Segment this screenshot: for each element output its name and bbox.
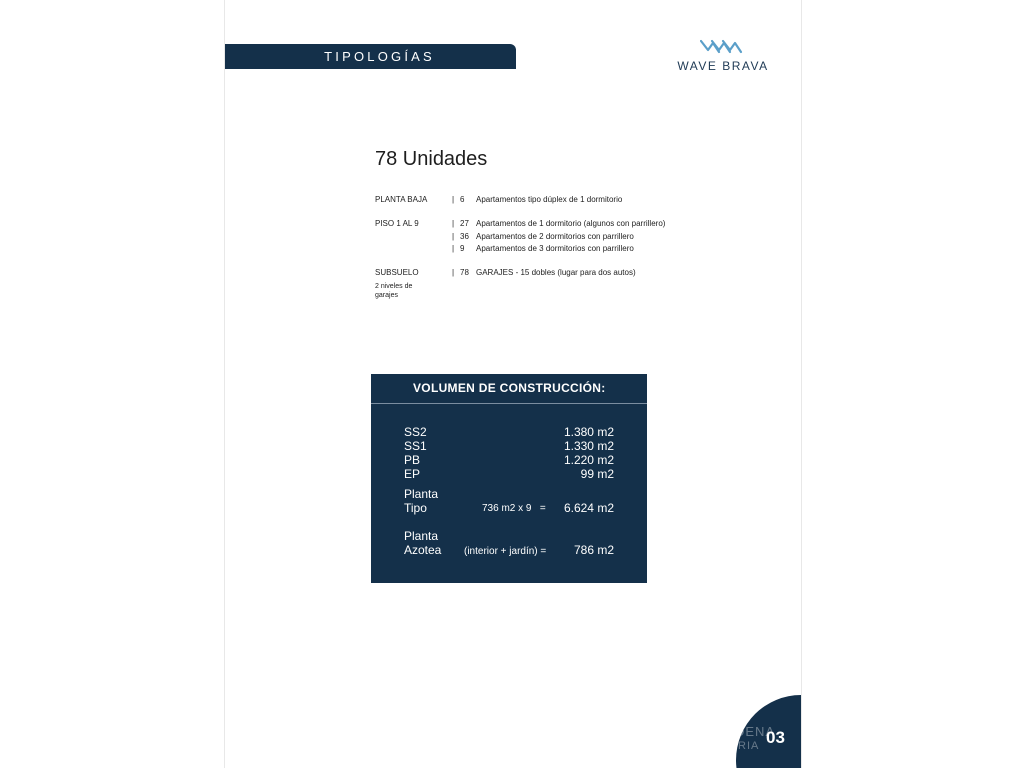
faded-background-text: RIA: [738, 740, 760, 752]
unit-category-note: 2 niveles de garajes: [375, 282, 413, 299]
unit-quantity: 9: [460, 244, 465, 253]
units-title: 78 Unidades: [375, 148, 488, 170]
unit-description: Apartamentos de 1 dormitorio (algunos con parrillero): [476, 219, 666, 228]
volume-label: SS1: [404, 439, 427, 453]
unit-category: SUBSUELO: [375, 268, 419, 277]
volume-value: 99 m2: [580, 467, 614, 481]
volume-value: 1.220 m2: [563, 453, 614, 467]
brochure-page: [224, 0, 802, 768]
unit-group-piso: [375, 219, 715, 257]
volume-calc-expr: (interior + jardín): [464, 546, 538, 557]
volume-label-line2: Tipo: [404, 501, 427, 515]
volume-label: EP: [404, 467, 421, 481]
unit-row: [375, 219, 715, 232]
unit-row: [375, 268, 715, 281]
unit-group-planta-baja: [375, 195, 715, 208]
unit-group-subsuelo: [375, 268, 715, 300]
unit-row: [375, 232, 715, 245]
unit-category: PLANTA BAJA: [375, 195, 428, 204]
unit-description: Apartamentos tipo dúplex de 1 dormitorio: [476, 195, 623, 204]
separator: |: [452, 244, 455, 253]
unit-description: Apartamentos de 2 dormitorios con parrillero: [476, 231, 634, 241]
volume-calc-equals: =: [540, 546, 547, 557]
volume-value: 6.624 m2: [563, 501, 614, 515]
unit-description: GARAJES - 15 dobles (lugar para dos autos): [476, 268, 636, 277]
section-title-tab: [225, 44, 516, 69]
volume-label: Planta: [404, 529, 439, 543]
separator: |: [452, 219, 455, 228]
brand-logo: [673, 38, 773, 80]
separator: |: [452, 268, 455, 277]
construction-volume-box: [371, 374, 647, 583]
faded-background-text: DENA: [735, 724, 776, 739]
volume-label-line2: Azotea: [404, 543, 442, 557]
volume-value: 1.330 m2: [563, 439, 614, 453]
unit-quantity: 36: [460, 231, 469, 241]
volume-calc-expr: 736 m2 x 9: [482, 503, 532, 514]
unit-row: [375, 195, 715, 208]
unit-category: PISO 1 AL 9: [375, 219, 419, 228]
section-title: TIPOLOGÍAS: [324, 49, 435, 64]
unit-description: Apartamentos de 3 dormitorios con parrillero: [476, 244, 634, 253]
volume-label: Planta: [404, 487, 439, 501]
separator: |: [452, 231, 455, 241]
volume-title: VOLUMEN DE CONSTRUCCIÓN:: [371, 374, 647, 404]
volume-value: 786 m2: [573, 543, 614, 557]
unit-quantity: 27: [460, 219, 469, 228]
volume-calc: [482, 503, 546, 514]
brand-name: WAVE BRAVA: [677, 59, 769, 73]
volume-value: 1.380 m2: [563, 425, 614, 439]
page-number: 03: [766, 728, 785, 747]
wave-logo-icon: [700, 38, 746, 56]
volume-label: SS2: [404, 425, 427, 439]
volume-label: PB: [404, 453, 421, 467]
unit-row: [375, 244, 715, 257]
volume-calc-equals: =: [539, 503, 546, 514]
unit-quantity: 78: [460, 268, 469, 277]
unit-quantity: 6: [460, 195, 465, 204]
separator: |: [452, 195, 455, 204]
volume-calc: [464, 546, 546, 557]
